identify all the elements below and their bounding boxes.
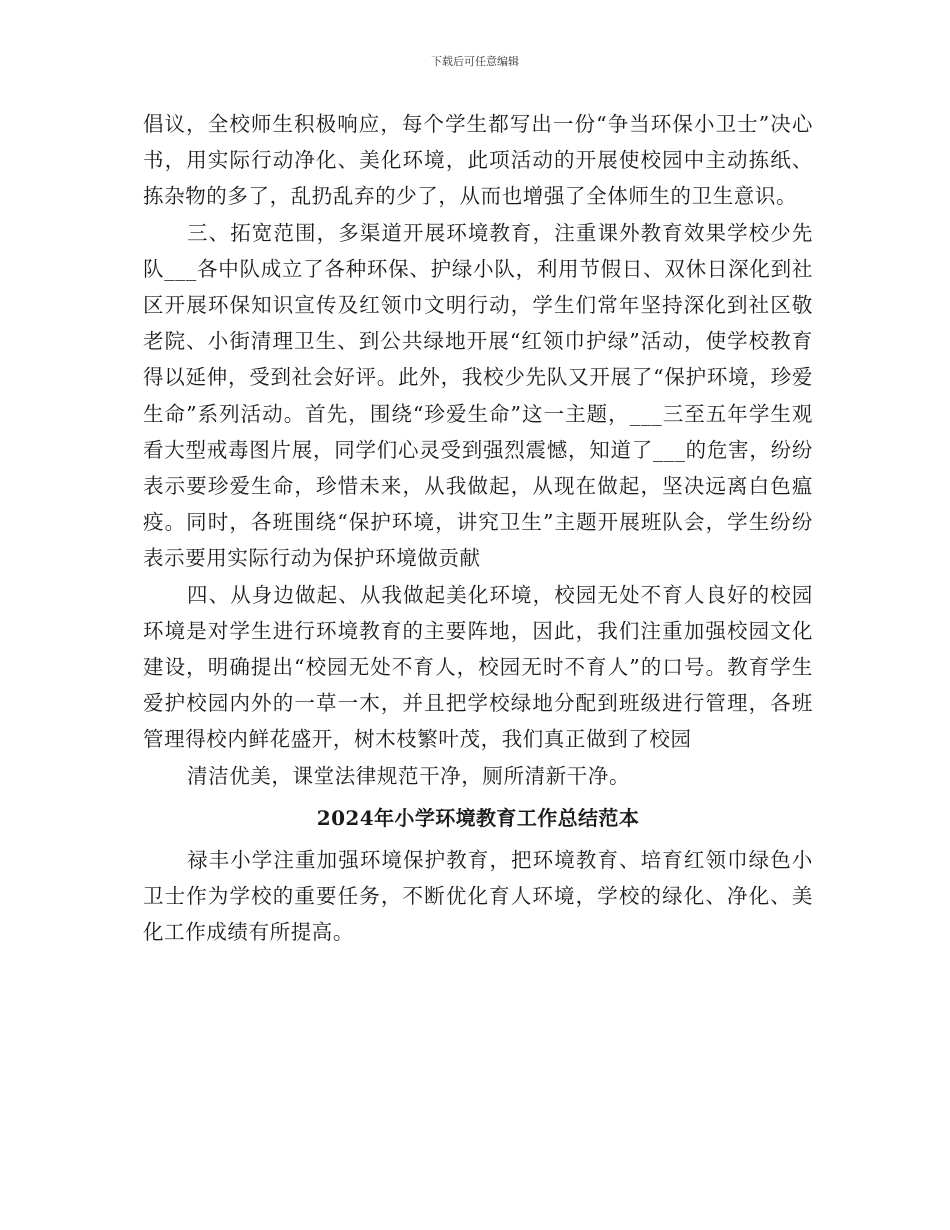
section-title: 2024年小学环境教育工作总结范本 [316,805,640,830]
paragraph-2: 三、拓宽范围，多渠道开展环境教育，注重课外教育效果学校少先队___各中队成立了各种环保、护绿小队，利用节假日、双休日深化到社区开展环保知识宣传及红领巾文明行动，学生们常年坚持深化到社区敬老院、小街清理卫生、到公共绿地开展“红领巾护绿”活动，使学校教育得以延伸，受到社会好评。此外，我校少先队又开展了“保护环境，珍爱生命”系列活动。首先，围绕“珍爱生命”这一主题，___三至五年学生观看大型戒毒图片展，同学们心灵受到强烈震憾，知道了___的危害，纷纷表示要珍爱生命，珍惜未来，从我做起，从现在做起，坚决远离白色瘟疫。同时，各班围绕“保护环境，讲究卫生”主题开展班队会，学生纷纷表示要用实际行动为保护环境做贡献 [143,220,813,571]
document-body [143,106,813,950]
page-header-note: 下载后可任意编辑 [431,55,519,68]
intro-paragraph: 禄丰小学注重加强环境保护教育，把环境教育、培育红领巾绿色小卫士作为学校的重要任务，不断优化育人环境，学校的绿化、净化、美化工作成绩有所提高。 [143,847,813,945]
paragraph-1: 倡议，全校师生积极响应，每个学生都写出一份“争当环保小卫士”决心书，用实际行动净化、美化环境，此项活动的开展使校园中主动拣纸、拣杂物的多了，乱扔乱弃的少了，从而也增强了全体师生的卫生意识。 [143,112,813,209]
paragraph-4: 清洁优美，课堂法律规范干净，厕所清新干净。 [187,763,631,788]
paragraph-3: 四、从身边做起、从我做起美化环境，校园无处不育人良好的校园环境是对学生进行环境教育的主要阵地，因此，我们注重加强校园文化建设，明确提出“校园无处不育人，校园无时不育人”的口号。教育学生爱护校园内外的一草一木，并且把学校绿地分配到班级进行管理，各班管理得校内鲜花盛开，树木枝繁叶茂，我们真正做到了校园 [143,582,813,752]
